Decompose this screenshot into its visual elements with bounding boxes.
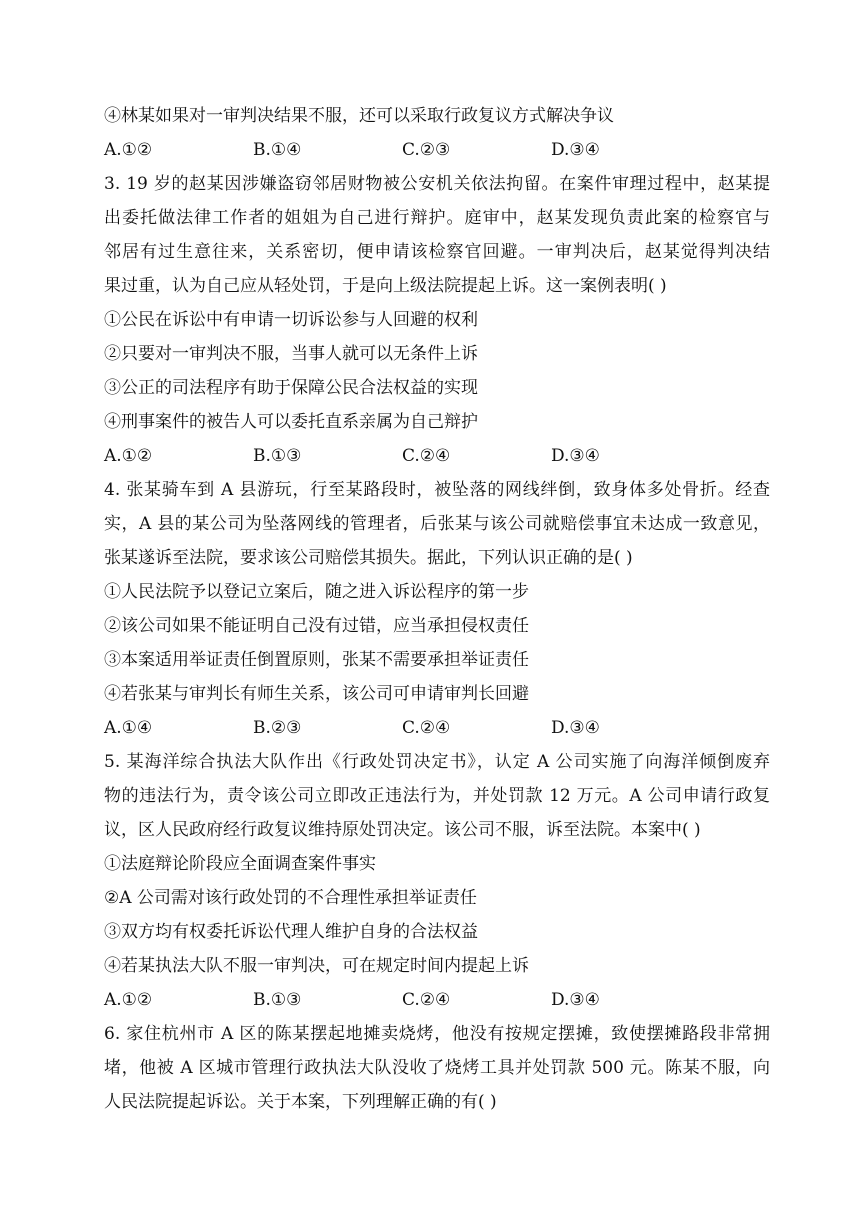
option-d: D.③④ [551,990,600,1010]
option-b: B.①③ [253,446,302,466]
option-a: A.①④ [104,718,153,738]
option-c: C.②④ [402,990,451,1010]
statement-2: ②A 公司需对该行政处罚的不合理性承担举证责任 [104,888,477,908]
question-stem-line: 3. 19 岁的赵某因涉嫌盗窃邻居财物被公安机关依法拘留。在案件审理过程中，赵某提 [104,174,770,194]
question-stem-line: 议，区人民政府经行政复议维持原处罚决定。该公司不服，诉至法院。本案中( ) [104,820,701,840]
options-row [104,983,770,1017]
question-stem-line: 物的违法行为，责令该公司立即改正违法行为，并处罚款 12 万元。A 公司申请行政复 [104,786,770,806]
question-stem-line: 出委托做法律工作者的姐姐为自己进行辩护。庭审中，赵某发现负责此案的检察官与 [104,208,770,228]
statement-4: ④刑事案件的被告人可以委托直系亲属为自己辩护 [104,412,478,432]
question-stem-line: 堵，他被 A 区城市管理行政执法大队没收了烧烤工具并处罚款 500 元。陈某不服，向 [104,1058,770,1078]
option-a: A.①② [104,446,153,466]
question-stem-line: 人民法院提起诉讼。关于本案，下列理解正确的有( ) [104,1092,497,1112]
options-row [104,711,770,745]
question-stem-line: 张某遂诉至法院，要求该公司赔偿其损失。据此，下列认识正确的是( ) [104,548,633,568]
option-d: D.③④ [551,446,600,466]
question-stem-line: 实，A 县的某公司为坠落网线的管理者，后张某与该公司就赔偿事宜未达成一致意见， [104,514,770,534]
question-stem-line: 邻居有过生意往来，关系密切，便申请该检察官回避。一审判决后，赵某觉得判决结 [104,242,770,262]
question-6 [104,1017,770,1119]
option-a: A.①② [104,140,153,160]
statement-4: ④若某执法大队不服一审判决，可在规定时间内提起上诉 [104,956,529,976]
statement-3: ③本案适用举证责任倒置原则，张某不需要承担举证责任 [104,650,529,670]
question-stem-line: 4. 张某骑车到 A 县游玩，行至某路段时，被坠落的网线绊倒，致身体多处骨折。经查 [104,480,770,500]
statement-1: ①法庭辩论阶段应全面调查案件事实 [104,854,376,874]
question-stem-line: 果过重，认为自己应从轻处罚，于是向上级法院提起上诉。这一案例表明( ) [104,276,667,296]
statement-3: ③双方均有权委托诉讼代理人维护自身的合法权益 [104,922,478,942]
option-c: C.②③ [402,140,451,160]
option-d: D.③④ [551,718,600,738]
question-stem-line: 5. 某海洋综合执法大队作出《行政处罚决定书》，认定 A 公司实施了向海洋倾倒废弃 [104,752,770,772]
option-c: C.②④ [402,446,451,466]
option-d: D.③④ [551,140,600,160]
statement-2: ②该公司如果不能证明自己没有过错，应当承担侵权责任 [104,616,529,636]
options-row [104,439,770,473]
option-c: C.②④ [402,718,451,738]
question-stem-line: 6. 家住杭州市 A 区的陈某摆起地摊卖烧烤，他没有按规定摆摊，致使摆摊路段非常拥 [104,1024,770,1044]
question-2-tail [104,99,770,167]
question-5 [104,745,770,1017]
statement-1: ①公民在诉讼中有申请一切诉讼参与人回避的权利 [104,310,478,330]
statement-2: ②只要对一审判决不服，当事人就可以无条件上诉 [104,344,478,364]
options-row [104,133,770,167]
option-b: B.①④ [253,140,302,160]
statement-3: ③公正的司法程序有助于保障公民合法权益的实现 [104,378,478,398]
statement-4: ④林某如果对一审判决结果不服，还可以采取行政复议方式解决争议 [104,106,614,126]
question-3 [104,167,770,473]
statement-1: ①人民法院予以登记立案后，随之进入诉讼程序的第一步 [104,582,529,602]
option-a: A.①② [104,990,153,1010]
option-b: B.②③ [253,718,302,738]
question-4 [104,473,770,745]
option-b: B.①③ [253,990,302,1010]
statement-4: ④若张某与审判长有师生关系，该公司可申请审判长回避 [104,684,529,704]
